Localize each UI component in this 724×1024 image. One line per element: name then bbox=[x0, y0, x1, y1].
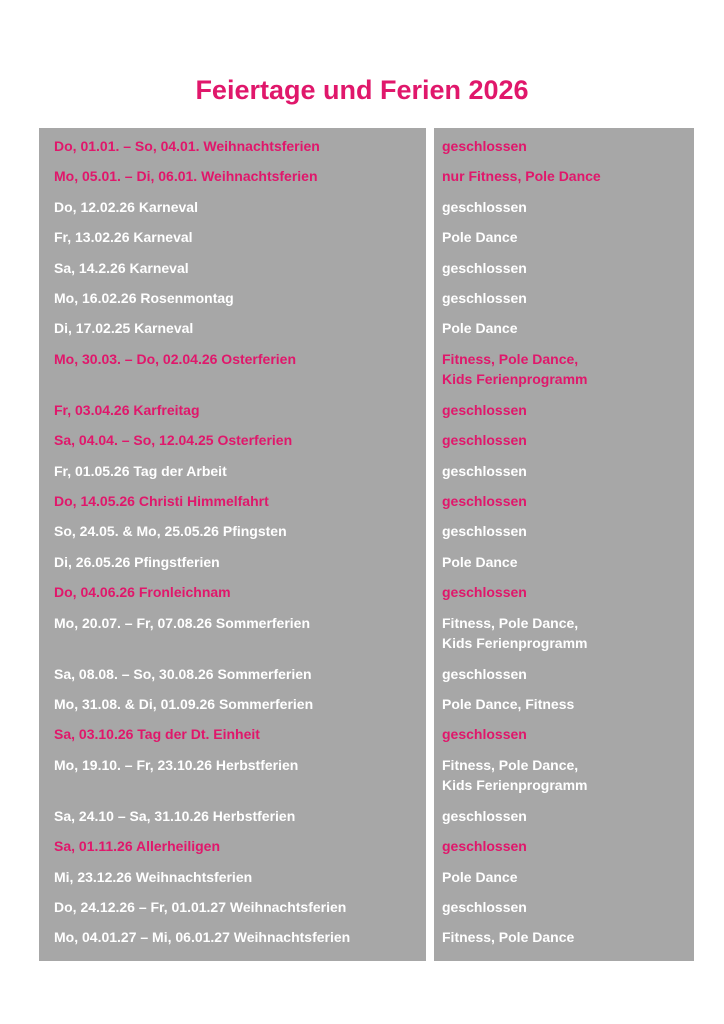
table-row bbox=[434, 836, 694, 857]
table-row bbox=[39, 461, 426, 482]
date-cell: Do, 14.05.26 Christi Himmelfahrt bbox=[54, 493, 269, 509]
table-row bbox=[434, 582, 694, 603]
status-line: Fitness, Pole Dance, bbox=[442, 350, 579, 367]
table-row bbox=[39, 318, 426, 339]
table-row bbox=[434, 166, 694, 187]
date-cell: Mo, 20.07. – Fr, 07.08.26 Sommerferien bbox=[54, 614, 311, 631]
table-row bbox=[434, 288, 694, 309]
table-row bbox=[434, 897, 694, 918]
status-line: geschlossen bbox=[442, 493, 527, 509]
date-cell: So, 24.05. & Mo, 25.05.26 Pfingsten bbox=[54, 523, 287, 540]
status-line: Fitness, Pole Dance, bbox=[442, 756, 579, 773]
date-cell: Mo, 19.10. – Fr, 23.10.26 Herbstferien bbox=[54, 756, 299, 773]
table-row bbox=[39, 136, 426, 157]
status-line: geschlossen bbox=[442, 726, 527, 743]
table-row bbox=[39, 897, 426, 918]
status-line: Pole Dance bbox=[442, 229, 518, 246]
date-cell: Sa, 14.2.26 Karneval bbox=[54, 259, 189, 276]
status-cell bbox=[434, 349, 694, 390]
date-cell: Fr, 03.04.26 Karfreitag bbox=[54, 401, 200, 418]
table-row bbox=[39, 258, 426, 279]
status-line: geschlossen bbox=[442, 462, 527, 479]
table-row bbox=[434, 430, 694, 451]
status-cell bbox=[434, 166, 694, 187]
table-row bbox=[39, 197, 426, 218]
date-cell: Di, 17.02.25 Karneval bbox=[54, 320, 194, 337]
page-title: Feiertage und Ferien 2026 bbox=[195, 75, 529, 105]
status-line: geschlossen bbox=[442, 899, 527, 915]
status-cell bbox=[434, 136, 694, 157]
table-row bbox=[39, 664, 426, 685]
table-row bbox=[39, 836, 426, 857]
table-row bbox=[39, 927, 426, 948]
table-row bbox=[434, 521, 694, 542]
status-line: geschlossen bbox=[442, 838, 527, 855]
table-row bbox=[434, 664, 694, 685]
status-line: Kids Ferienprogramm bbox=[442, 777, 588, 794]
table-row bbox=[434, 927, 694, 948]
status-line: Fitness, Pole Dance bbox=[442, 929, 575, 946]
date-cell: Do, 24.12.26 – Fr, 01.01.27 Weihnachtsferien bbox=[54, 899, 347, 915]
status-cell bbox=[434, 664, 694, 685]
status-line: geschlossen bbox=[442, 259, 527, 276]
status-line: geschlossen bbox=[442, 138, 527, 154]
status-cell bbox=[434, 197, 694, 218]
table-row bbox=[39, 521, 426, 542]
status-cell bbox=[434, 867, 694, 888]
table-row bbox=[39, 582, 426, 603]
status-line: geschlossen bbox=[442, 198, 527, 215]
table-row bbox=[434, 724, 694, 745]
table-row bbox=[434, 867, 694, 888]
date-cell: Sa, 08.08. – So, 30.08.26 Sommerferien bbox=[54, 665, 312, 682]
table-row bbox=[39, 806, 426, 827]
status-cell bbox=[434, 613, 694, 654]
date-cell: Mo, 30.03. – Do, 02.04.26 Osterferien bbox=[54, 350, 297, 367]
date-cell: Mo, 05.01. – Di, 06.01. Weihnachtsferien bbox=[54, 168, 318, 185]
status-cell bbox=[434, 430, 694, 451]
status-line: Kids Ferienprogramm bbox=[442, 371, 588, 388]
date-cell: Fr, 01.05.26 Tag der Arbeit bbox=[54, 462, 227, 479]
table-row bbox=[434, 461, 694, 482]
status-line: geschlossen bbox=[442, 290, 527, 306]
table-row bbox=[434, 491, 694, 512]
status-line: Pole Dance bbox=[442, 320, 518, 337]
status-cell bbox=[434, 836, 694, 857]
status-cell bbox=[434, 491, 694, 512]
status-line: Kids Ferienprogramm bbox=[442, 635, 588, 652]
date-cell: Mo, 16.02.26 Rosenmontag bbox=[54, 290, 234, 306]
status-cell bbox=[434, 582, 694, 603]
table-row bbox=[39, 288, 426, 309]
table-row bbox=[434, 227, 694, 248]
status-cell bbox=[434, 227, 694, 248]
date-cell: Mi, 23.12.26 Weihnachtsferien bbox=[54, 868, 253, 885]
date-cell: Di, 26.05.26 Pfingstferien bbox=[54, 553, 220, 570]
table-row bbox=[39, 867, 426, 888]
table-row bbox=[434, 694, 694, 715]
date-cell: Mo, 31.08. & Di, 01.09.26 Sommerferien bbox=[54, 696, 314, 712]
status-cell bbox=[434, 724, 694, 745]
status-line: geschlossen bbox=[442, 523, 527, 540]
status-line: geschlossen bbox=[442, 401, 527, 418]
status-cell bbox=[434, 897, 694, 918]
table-row bbox=[39, 613, 426, 634]
status-cell bbox=[434, 755, 694, 796]
table-row bbox=[39, 694, 426, 715]
status-cell bbox=[434, 318, 694, 339]
table-row bbox=[434, 197, 694, 218]
table-row bbox=[434, 400, 694, 421]
table-row bbox=[434, 552, 694, 573]
table-row bbox=[39, 755, 426, 776]
date-cell: Mo, 04.01.27 – Mi, 06.01.27 Weihnachtsferien bbox=[54, 929, 351, 946]
status-cell bbox=[434, 806, 694, 827]
table-row bbox=[434, 136, 694, 157]
table-row bbox=[434, 258, 694, 279]
table-row bbox=[39, 227, 426, 248]
status-cell bbox=[434, 288, 694, 309]
date-cell: Fr, 13.02.26 Karneval bbox=[54, 229, 193, 246]
date-cell: Do, 12.02.26 Karneval bbox=[54, 198, 198, 215]
status-line: Pole Dance bbox=[442, 868, 518, 885]
date-cell: Sa, 03.10.26 Tag der Dt. Einheit bbox=[54, 726, 260, 743]
status-cell bbox=[434, 258, 694, 279]
date-cell: Sa, 04.04. – So, 12.04.25 Osterferien bbox=[54, 432, 293, 449]
status-cell bbox=[434, 521, 694, 542]
table-row bbox=[434, 349, 694, 390]
date-cell: Sa, 24.10 – Sa, 31.10.26 Herbstferien bbox=[54, 807, 296, 824]
table-row bbox=[39, 400, 426, 421]
date-cell: Do, 04.06.26 Fronleichnam bbox=[54, 584, 231, 601]
status-cell bbox=[434, 461, 694, 482]
status-line: nur Fitness, Pole Dance bbox=[442, 168, 601, 185]
status-cell bbox=[434, 400, 694, 421]
table-row bbox=[39, 724, 426, 745]
status-line: geschlossen bbox=[442, 432, 527, 449]
date-cell: Do, 01.01. – So, 04.01. Weihnachtsferien bbox=[54, 138, 320, 154]
table-row bbox=[434, 806, 694, 827]
table-row bbox=[39, 491, 426, 512]
status-line: geschlossen bbox=[442, 665, 527, 682]
table-row bbox=[434, 613, 694, 654]
table-row bbox=[39, 552, 426, 573]
status-cell bbox=[434, 927, 694, 948]
table-row bbox=[39, 349, 426, 370]
status-line: geschlossen bbox=[442, 807, 527, 824]
status-cell bbox=[434, 552, 694, 573]
status-line: Pole Dance, Fitness bbox=[442, 696, 575, 712]
table-row bbox=[434, 755, 694, 796]
dates-column bbox=[39, 128, 426, 961]
status-line: Fitness, Pole Dance, bbox=[442, 614, 579, 631]
table-row bbox=[434, 318, 694, 339]
status-column bbox=[434, 128, 694, 961]
status-line: Pole Dance bbox=[442, 553, 518, 570]
status-cell bbox=[434, 694, 694, 715]
date-cell: Sa, 01.11.26 Allerheiligen bbox=[54, 838, 221, 855]
table-row bbox=[39, 166, 426, 187]
status-line: geschlossen bbox=[442, 584, 527, 601]
table-row bbox=[39, 430, 426, 451]
